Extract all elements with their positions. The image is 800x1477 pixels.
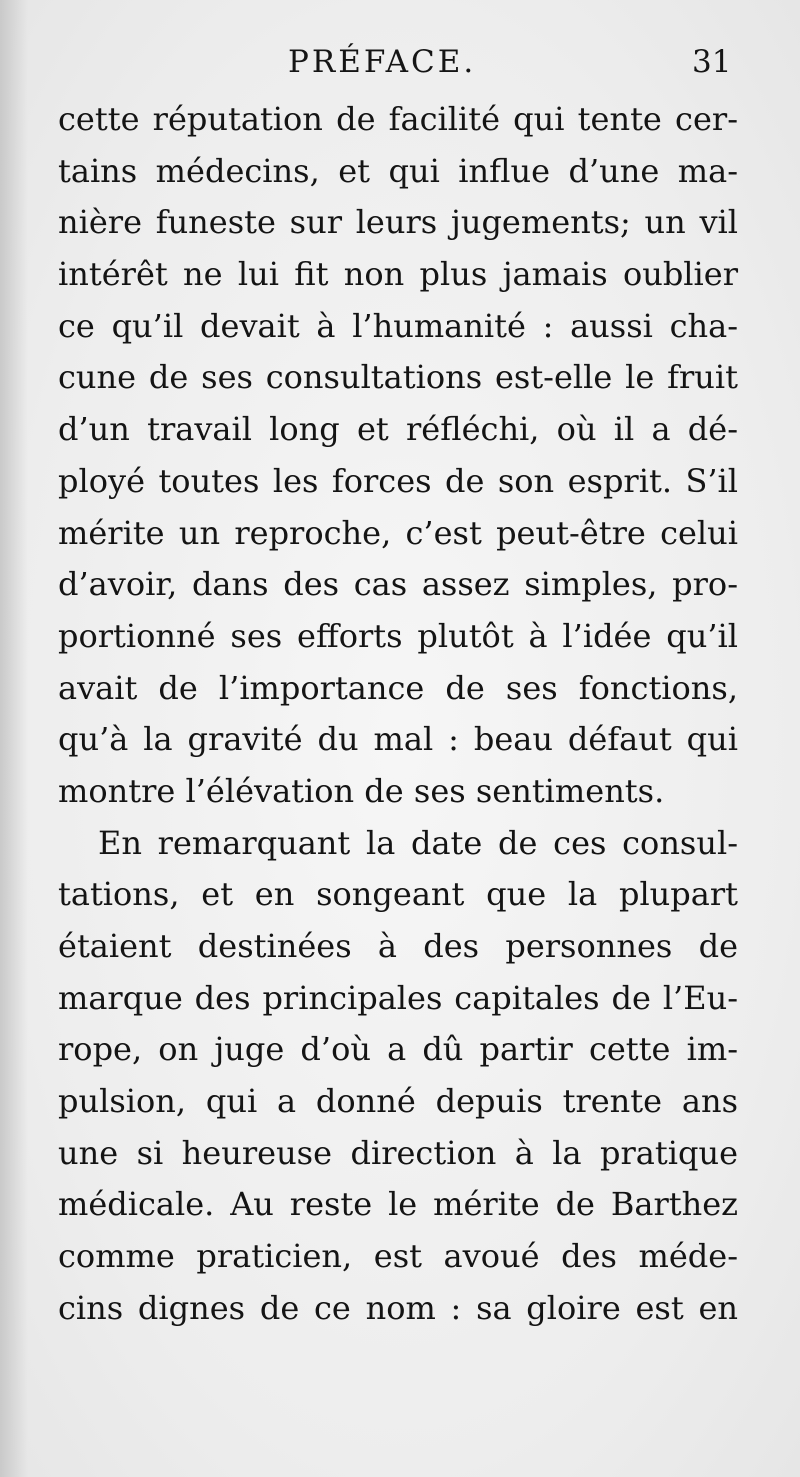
text-line: cins dignes de ce nom : sa gloire est en	[58, 1288, 738, 1327]
page-number: 31	[692, 44, 732, 80]
text-line: pulsion, qui a donné depuis trente ans	[58, 1082, 738, 1121]
text-line: qu’à la gravité du mal : beau défaut qui	[58, 720, 738, 759]
text-line: cette réputation de facilité qui tente cer-	[58, 100, 738, 138]
text-line: ce qu’il devait à l’humanité : aussi cha-	[58, 306, 738, 345]
running-title: PRÉFACE.	[288, 44, 477, 80]
text-line: mérite un reproche, c’est peut-être celui	[58, 513, 738, 552]
text-line: tations, et en songeant que la plupart	[58, 875, 738, 914]
text-line: marque des principales capitales de l’Eu-	[58, 978, 738, 1017]
body-text	[58, 94, 738, 1335]
text-line: nière funeste sur leurs jugements; un vil	[58, 203, 738, 242]
text-line: d’avoir, dans des cas assez simples, pro-	[58, 565, 738, 604]
binding-shadow	[0, 0, 28, 1477]
text-line: intérêt ne lui fit non plus jamais oublier	[58, 255, 738, 294]
paragraph-start-line: En remarquant la date de ces consul-	[98, 823, 738, 862]
text-line: avait de l’importance de ses fonctions,	[58, 668, 738, 707]
paragraph-end-line: montre l’élévation de ses sentiments.	[58, 771, 665, 810]
text-line: tains médecins, et qui influe d’une ma-	[58, 151, 738, 190]
text-line: comme praticien, est avoué des méde-	[58, 1237, 738, 1276]
text-line: étaient destinées à des personnes de	[58, 927, 738, 965]
text-line: rope, on juge d’où a dû partir cette im-	[58, 1030, 738, 1069]
text-line: médicale. Au reste le mérite de Barthez	[58, 1185, 738, 1224]
text-line: ployé toutes les forces de son esprit. S’il	[58, 461, 738, 500]
text-line: une si heureuse direction à la pratique	[58, 1133, 738, 1172]
page-header	[0, 42, 800, 82]
text-line: portionné ses efforts plutôt à l’idée qu’il	[58, 616, 738, 655]
text-line: d’un travail long et réfléchi, où il a dé-	[58, 410, 738, 449]
text-line: cune de ses consultations est-elle le fruit	[58, 358, 738, 397]
